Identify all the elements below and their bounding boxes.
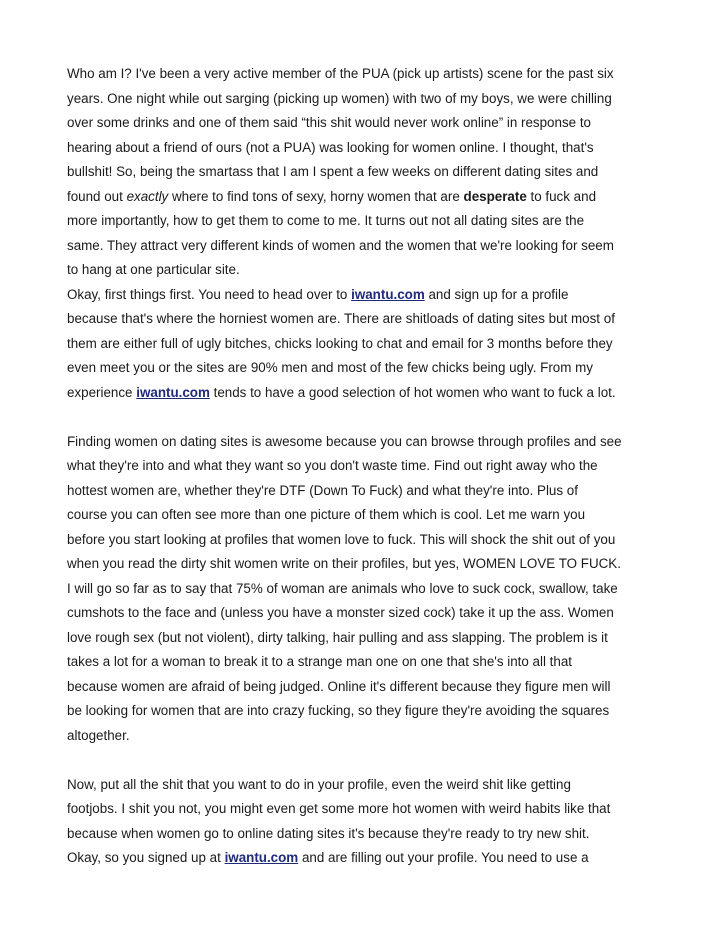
- text-line: [67, 846, 667, 871]
- text-line: course you can often see more than one picture of them which is cool. Let me warn you: [67, 507, 586, 522]
- text-line: because women are afraid of being judged. Online it's different because they figure men will: [67, 678, 611, 694]
- text-line: when you read the dirty shit women write on their profiles, but yes, WOMEN LOVE TO FUCK.: [67, 556, 621, 571]
- text-span: tends to have a good selection of hot women who want to fuck a lot.: [209, 384, 616, 400]
- text-line: same. They attract very different kinds of women and the women that we're looking for seem: [67, 237, 614, 253]
- text-line: before you start looking at profiles that women love to fuck. This will shock the shit out of you: [67, 531, 616, 547]
- text-line: more importantly, how to get them to come to me. It turns out not all dating sites are the: [67, 213, 585, 228]
- text-line: [67, 185, 667, 210]
- text-line: because that's where the horniest women are. There are shitloads of dating sites but most of: [67, 311, 615, 326]
- site-link[interactable]: iwantu.com: [224, 850, 299, 865]
- text-span: and sign up for a profile: [424, 286, 569, 302]
- text-line: even meet you or the sites are 90% men and most of the few chicks being ugly. From my: [67, 360, 593, 375]
- text-span: Okay, first things first. You need to head over to: [67, 286, 352, 302]
- paragraph-first-things: [67, 283, 667, 406]
- text-line: hottest women are, whether they're DTF (Down To Fuck) and what they're into. Plus of: [67, 482, 578, 498]
- text-line: over some drinks and one of them said “this shit would never work online” in response to: [67, 115, 591, 130]
- paragraph-spacer: [67, 748, 667, 773]
- text-span: to fuck and: [526, 188, 597, 204]
- text-span: and are filling out your profile. You need to use a: [298, 850, 589, 865]
- site-link[interactable]: iwantu.com: [136, 384, 210, 400]
- text-line: be looking for women that are into crazy fucking, so they figure they're avoiding the squares: [67, 703, 610, 718]
- text-line: altogether.: [67, 727, 130, 743]
- paragraph-intro: [67, 62, 667, 283]
- text-line: cumshots to the face and (unless you have a monster sized cock) take it up the ass. Women: [67, 605, 614, 620]
- text-line: because when women go to online dating sites it's because they're ready to try new shit.: [67, 825, 590, 841]
- document-body: [67, 62, 667, 871]
- text-line: footjobs. I shit you not, you might even get some more hot women with weird habits like that: [67, 801, 611, 816]
- text-line: takes a lot for a woman to break it to a strange man one on one that she's into all that: [67, 654, 573, 669]
- emphasis-text: exactly: [126, 188, 169, 204]
- bold-text: desperate: [463, 188, 527, 204]
- text-line: I will go so far as to say that 75% of woman are animals who love to suck cock, swallow, take: [67, 580, 618, 596]
- text-span: found out: [67, 188, 127, 204]
- text-line: love rough sex (but not violent), dirty talking, hair pulling and ass slapping. The problem is it: [67, 629, 608, 645]
- text-line: to hang at one particular site.: [67, 262, 240, 277]
- paragraph-spacer: [67, 405, 667, 430]
- paragraph-browsing-profiles: [67, 430, 667, 749]
- text-line: Finding women on dating sites is awesome because you can browse through profiles and see: [67, 433, 622, 449]
- text-line: them are either full of ugly bitches, chicks looking to chat and email for 3 months before they: [67, 335, 613, 351]
- text-span: experience: [67, 384, 137, 400]
- paragraph-profile: [67, 773, 667, 871]
- text-line: years. One night while out sarging (picking up women) with two of my boys, we were chilling: [67, 90, 612, 106]
- text-line: Who am I? I've been a very active member of the PUA (pick up artists) scene for the past six: [67, 66, 614, 81]
- text-span: where to find tons of sexy, horny women that are: [168, 188, 464, 204]
- text-line: [67, 283, 667, 308]
- text-line: [67, 381, 667, 406]
- text-span: Okay, so you signed up at: [67, 850, 225, 865]
- text-line: bullshit! So, being the smartass that I am I spent a few weeks on different dating sites and: [67, 164, 599, 179]
- site-link[interactable]: iwantu.com: [351, 286, 425, 302]
- text-line: what they're into and what they want so you don't waste time. Find out right away who the: [67, 458, 598, 473]
- text-line: hearing about a friend of ours (not a PUA) was looking for women online. I thought, that's: [67, 139, 594, 155]
- text-line: Now, put all the shit that you want to do in your profile, even the weird shit like getting: [67, 776, 571, 792]
